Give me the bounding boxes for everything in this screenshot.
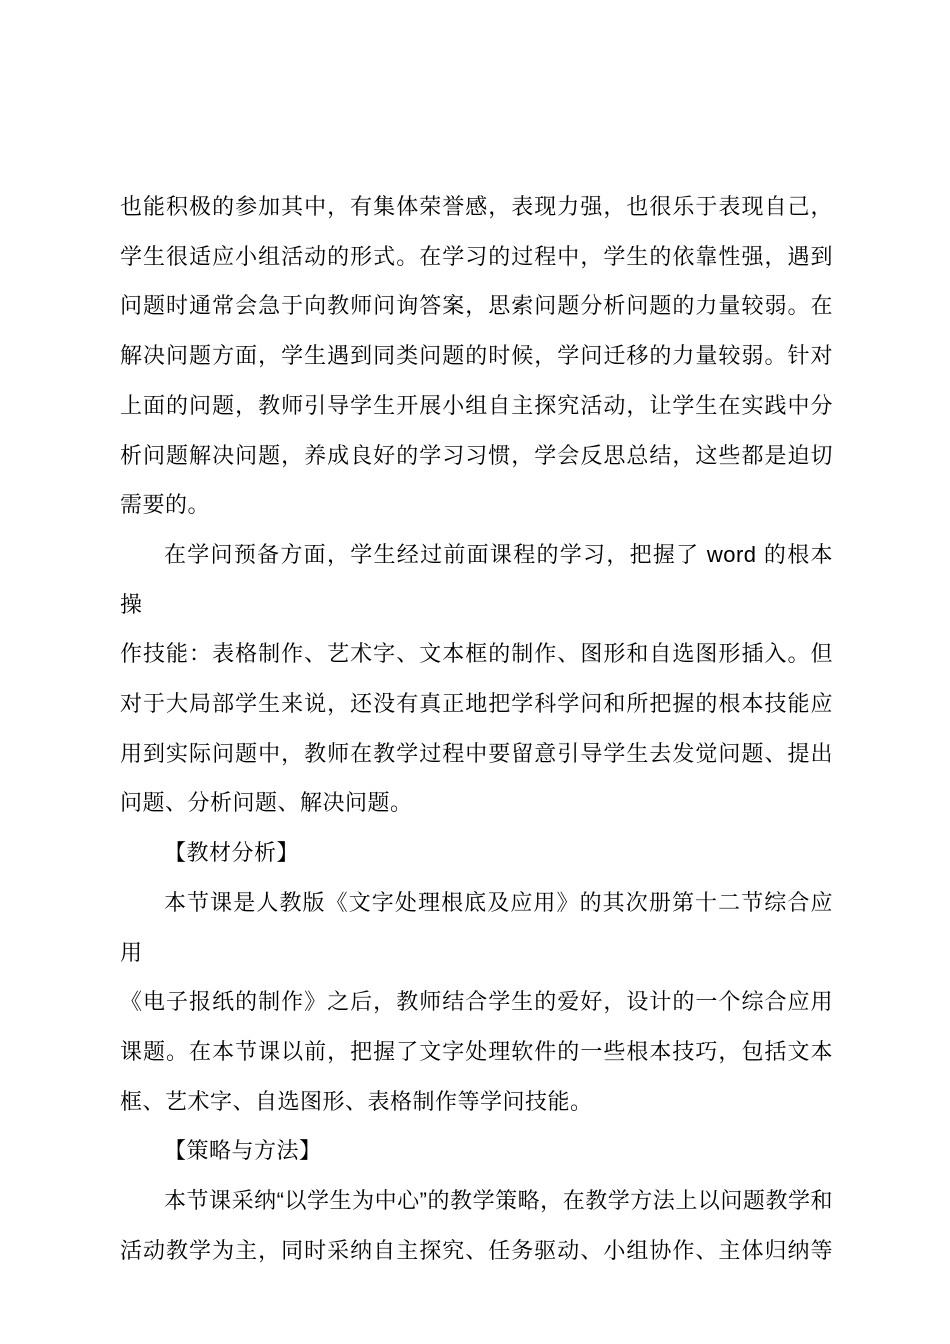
text-line: 问题、分析问题、解决问题。 (120, 790, 413, 816)
text-line: 作技能：表格制作、艺术字、文本框的制作、图形和自选图形插入。但 (120, 641, 833, 667)
text-line: 【策略与方法】 (164, 1138, 322, 1164)
text-line: 也能积极的参加其中，有集体荣誉感，表现力强，也很乐于表现自己， (120, 194, 833, 219)
text-line: 解决问题方面，学生遇到同类问题的时候，学问迁移的力量较弱。针对 (120, 343, 833, 369)
text-line: 本节课是人教版《文字处理根底及应用》的其次册第十二节综合应用 (120, 889, 833, 965)
text-line: 课题。在本节课以前，把握了文字处理软件的一些根本技巧，包括文本 (120, 1038, 833, 1064)
text-line: 框、艺术字、自选图形、表格制作等学问技能。 (120, 1088, 593, 1114)
text-line: 问题时通常会急于向教师问询答案，思索问题分析问题的力量较弱。在 (120, 293, 833, 319)
document-text-block (120, 182, 833, 1275)
text-line: 本节课采纳“以学生为中心”的教学策略，在教学方法上以问题教学和 (164, 1188, 833, 1214)
text-line: 需要的。 (120, 492, 211, 518)
text-line: 上面的问题，教师引导学生开展小组自主探究活动，让学生在实践中分 (120, 392, 833, 418)
text-line: 【教材分析】 (164, 840, 300, 866)
text-line: 用到实际问题中，教师在教学过程中要留意引导学生去发觉问题、提出 (120, 740, 833, 766)
text-line: 在学问预备方面，学生经过前面课程的学习，把握了 word 的根本操 (120, 541, 833, 617)
text-line: 活动教学为主，同时采纳自主探究、任务驱动、小组协作、主体归纳等 (120, 1237, 833, 1263)
text-line: 析问题解决问题，养成良好的学习习惯，学会反思总结，这些都是迫切 (120, 442, 833, 468)
text-line: 《电子报纸的制作》之后，教师结合学生的爱好，设计的一个综合应用 (120, 989, 833, 1015)
text-line: 对于大局部学生来说，还没有真正地把学科学问和所把握的根本技能应 (120, 691, 833, 717)
text-line: 学生很适应小组活动的形式。在学习的过程中，学生的依靠性强，遇到 (120, 243, 833, 269)
